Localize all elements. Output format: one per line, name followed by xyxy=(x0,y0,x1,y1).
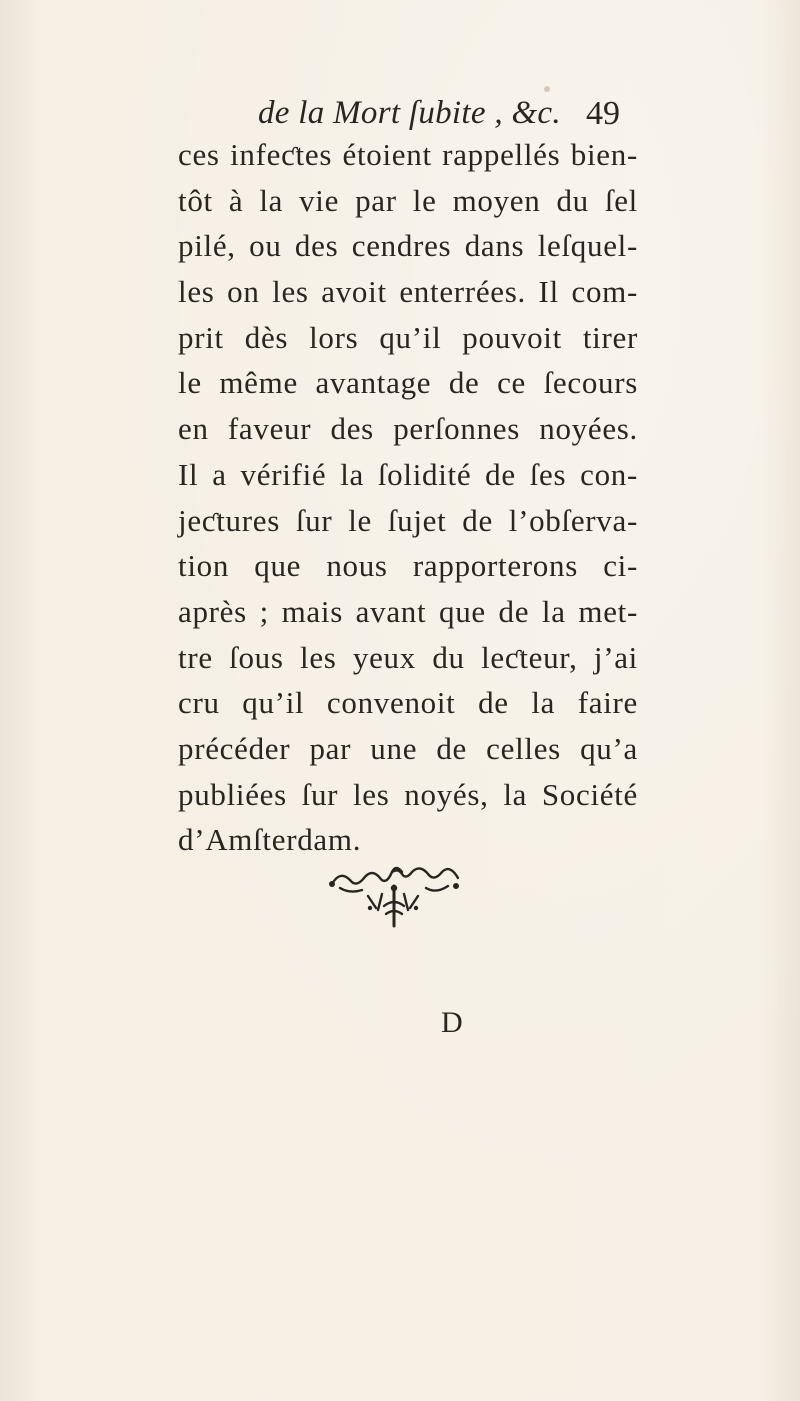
text-line: tion que nous rapporterons ci- xyxy=(178,548,638,584)
text-line: publiées ſur les noyés, la Société xyxy=(178,776,638,812)
text-line: Il a vérifié la ſolidité de ſes con- xyxy=(178,456,638,492)
running-title: de la Mort ſubite , &c. xyxy=(258,95,561,131)
text-line: le même avantage de ce ſecours xyxy=(178,365,638,401)
text-line: tre ſous les yeux du leƈteur, j’ai xyxy=(178,639,638,675)
signature-mark: D xyxy=(441,1006,463,1039)
page-number: 49 xyxy=(586,95,620,132)
text-line: ces infeƈtes étoient rappellés bien- xyxy=(178,137,638,172)
text-line: pilé, ou des cendres dans leſquel- xyxy=(178,228,638,264)
text-line: prit dès lors qu’il pouvoit tirer xyxy=(178,319,638,355)
paper-stain xyxy=(544,86,550,92)
text-line: précéder par une de celles qu’a xyxy=(178,730,638,766)
text-line-last: d’Amſterdam. xyxy=(178,822,362,858)
text-line: tôt à la vie par le moyen du ſel xyxy=(178,182,638,218)
text-line: en faveur des perſonnes noyées. xyxy=(178,411,638,447)
text-line: après ; mais avant que de la met- xyxy=(178,593,638,629)
text-line: jeƈtures ſur le ſujet de l’obſerva- xyxy=(178,502,638,538)
printer-ornament xyxy=(326,866,462,930)
text-line: cru qu’il convenoit de la faire xyxy=(178,685,638,721)
text-line: les on les avoit enterrées. Il com- xyxy=(178,274,638,310)
body-text xyxy=(178,132,638,863)
running-head xyxy=(258,95,638,135)
